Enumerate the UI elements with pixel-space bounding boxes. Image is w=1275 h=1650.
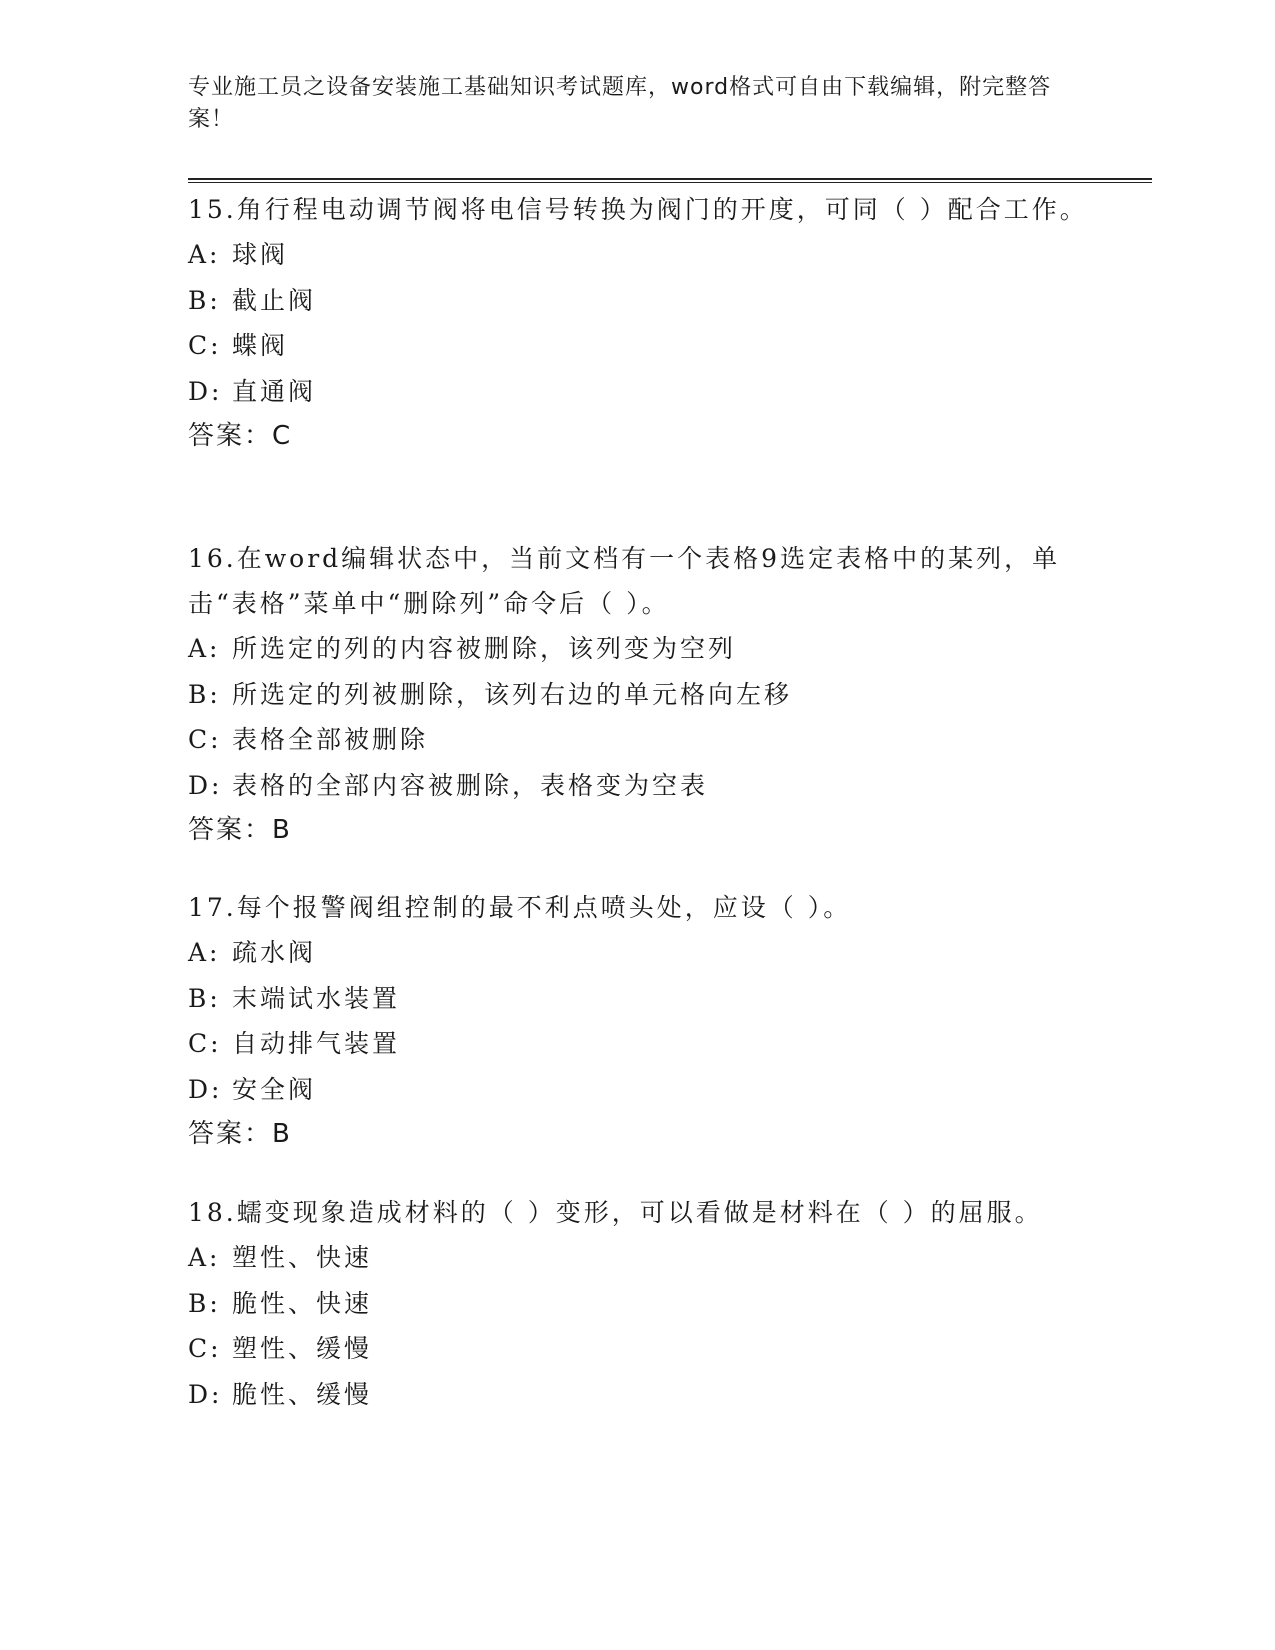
- option-letter: D:: [188, 1074, 223, 1104]
- option-c: [188, 1326, 1088, 1372]
- option-letter: D:: [188, 770, 223, 800]
- option-a: [188, 930, 1088, 976]
- option-letter: C:: [188, 1334, 222, 1363]
- option-text: 蝶阀: [232, 331, 289, 360]
- option-d: [188, 1067, 1088, 1113]
- option-letter: B:: [188, 1288, 221, 1318]
- question-17: [188, 885, 1088, 1157]
- answer-line: 答案：C: [188, 421, 293, 451]
- option-b: [188, 672, 1088, 718]
- question-16: [188, 536, 1088, 853]
- option-text: 所选定的列被删除，该列右边的单元格向左移: [232, 679, 793, 709]
- document-header: 专业施工员之设备安装施工基础知识考试题库，word格式可自由下载编辑，附完整答案！: [188, 75, 1052, 132]
- question-15: [188, 187, 1088, 459]
- question-text: [188, 536, 1088, 626]
- option-a: [188, 626, 1088, 672]
- option-letter: B:: [188, 679, 221, 709]
- header-divider: [188, 178, 1152, 183]
- option-text: 塑性、快速: [232, 1243, 373, 1272]
- option-d: [188, 369, 1088, 415]
- option-letter: C:: [188, 331, 222, 360]
- option-text: 塑性、缓慢: [232, 1334, 373, 1363]
- option-text: 表格全部被删除: [232, 725, 429, 754]
- question-18: [188, 1190, 1088, 1417]
- option-text: 球阀: [232, 240, 289, 269]
- option-letter: B:: [188, 285, 221, 315]
- question-stem: 在word编辑状态中，当前文档有一个表格9选定表格中的某列，单击“表格”菜单中“删除列”命令后（ ）。: [188, 544, 1061, 618]
- option-c: [188, 323, 1088, 369]
- question-text: [188, 187, 1088, 232]
- answer-line: 答案：B: [188, 815, 292, 845]
- option-letter: C:: [188, 1029, 222, 1058]
- option-text: 自动排气装置: [232, 1029, 401, 1058]
- option-text: 疏水阀: [232, 938, 317, 967]
- option-c: [188, 1021, 1088, 1067]
- question-stem: 角行程电动调节阀将电信号转换为阀门的开度，可同（ ）配合工作。: [236, 195, 1088, 224]
- option-c: [188, 717, 1088, 763]
- answer-line: 答案：B: [188, 1119, 292, 1149]
- option-text: 所选定的列的内容被删除，该列变为空列: [232, 634, 737, 663]
- option-letter: D:: [188, 376, 223, 406]
- question-stem: 每个报警阀组控制的最不利点喷头处，应设（ ）。: [236, 893, 852, 922]
- option-letter: A:: [188, 1243, 221, 1272]
- question-stem: 蠕变现象造成材料的（ ）变形，可以看做是材料在（ ）的屈服。: [236, 1198, 1043, 1227]
- option-letter: A:: [188, 938, 221, 967]
- option-a: [188, 232, 1088, 278]
- option-b: [188, 278, 1088, 324]
- option-letter: A:: [188, 240, 221, 269]
- option-text: 安全阀: [232, 1074, 317, 1104]
- question-number: 17.: [188, 893, 237, 922]
- option-text: 截止阀: [232, 285, 317, 315]
- option-b: [188, 976, 1088, 1022]
- option-d: [188, 763, 1088, 809]
- option-d: [188, 1372, 1088, 1418]
- question-text: [188, 1190, 1088, 1235]
- option-text: 末端试水装置: [232, 983, 401, 1013]
- question-text: [188, 885, 1088, 930]
- option-letter: A:: [188, 634, 221, 663]
- option-text: 直通阀: [232, 376, 317, 406]
- option-letter: D:: [188, 1379, 223, 1409]
- option-text: 脆性、缓慢: [232, 1379, 373, 1409]
- option-b: [188, 1281, 1088, 1327]
- option-text: 表格的全部内容被删除，表格变为空表: [232, 770, 709, 800]
- option-letter: B:: [188, 983, 221, 1013]
- question-number: 15.: [188, 195, 237, 224]
- question-number: 16.: [188, 544, 237, 573]
- question-number: 18.: [188, 1198, 237, 1227]
- option-letter: C:: [188, 725, 222, 754]
- option-a: [188, 1235, 1088, 1281]
- option-text: 脆性、快速: [232, 1288, 373, 1318]
